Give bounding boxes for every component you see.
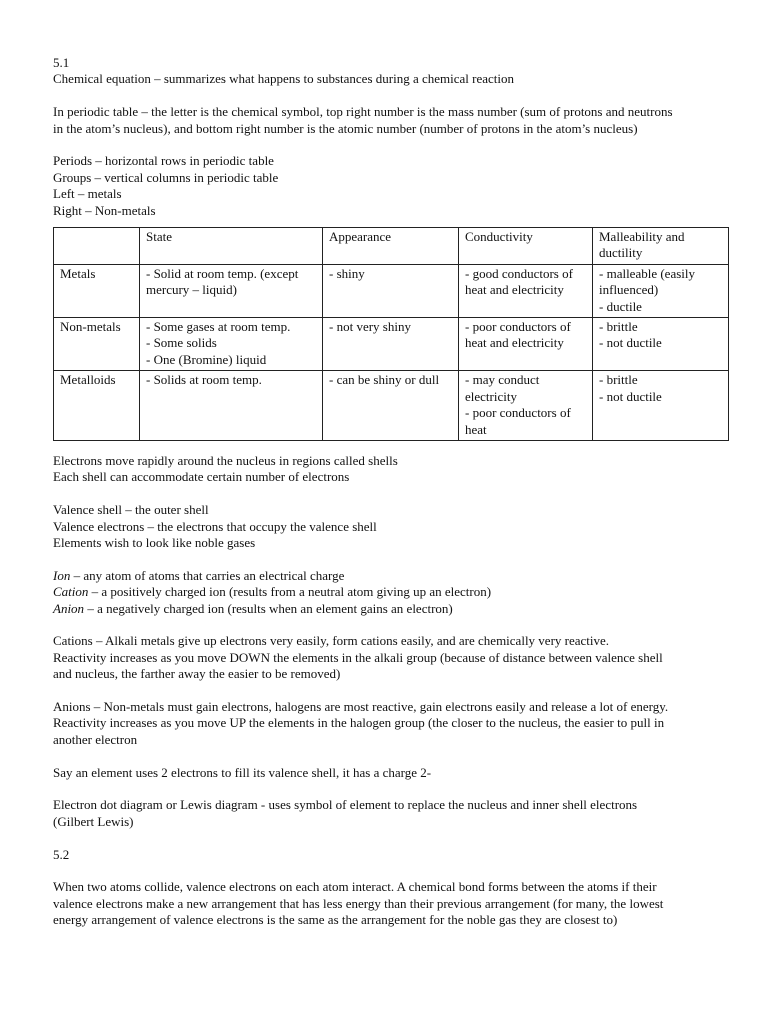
cell-text: Appearance [329, 229, 392, 245]
table-cell [140, 371, 323, 441]
cell-text: - not very shiny [329, 319, 411, 335]
table-cell [323, 318, 459, 371]
definition-left: Left – metals [53, 186, 122, 202]
anions-paragraph [53, 699, 718, 748]
paragraph-line: another electron [53, 731, 138, 747]
document-body [53, 55, 718, 929]
cell-text: heat and electricity [465, 335, 564, 351]
cell-text: - poor conductors of [465, 319, 571, 335]
cell-text: Malleability and [599, 229, 685, 245]
cell-text: - not ductile [599, 388, 662, 404]
cell-text: - malleable (easily [599, 265, 696, 281]
cation-description: – a positively charged ion (results from a neutral atom giving up an electron) [88, 584, 492, 600]
ion-term: Ion [53, 567, 71, 583]
shells-paragraph [53, 453, 718, 486]
table-cell [140, 264, 323, 317]
paragraph-line: Anions – Non-metals must gain electrons, halogens are most reactive, gain electrons easily and release a lot of energy. [53, 698, 669, 714]
paragraph-line: energy arrangement of valence electrons is the same as the arrangement for the noble gas they are closest to) [53, 912, 618, 928]
column-header [323, 228, 459, 265]
periodic-definitions [53, 153, 718, 219]
paragraph-line: Electrons move rapidly around the nucleus in regions called shells [53, 452, 398, 468]
cation-definition [53, 584, 718, 600]
column-header [140, 228, 323, 265]
section-heading-5-1: 5.1 [53, 55, 70, 70]
table-row [54, 318, 729, 371]
cation-term: Cation [53, 584, 89, 600]
cell-text: - poor conductors of [465, 405, 571, 421]
column-header [459, 228, 593, 265]
anion-term: Anion [53, 600, 85, 616]
ion-definitions [53, 568, 718, 617]
charge-statement: Say an element uses 2 electrons to fill its valence shell, it has a charge 2- [53, 764, 432, 780]
cell-text: heat [465, 421, 487, 437]
paragraph-line: in the atom’s nucleus), and bottom right number is the atomic number (number of protons in the atom’s nucleus) [53, 120, 638, 136]
definition-right: Right – Non-metals [53, 202, 156, 218]
cell-text: influenced) [599, 282, 659, 298]
cell-text: Non-metals [60, 319, 121, 335]
column-header [593, 228, 729, 265]
cell-text: - may conduct [465, 372, 540, 388]
cell-text: Metals [60, 265, 96, 281]
table-row [54, 264, 729, 317]
column-header [54, 228, 140, 265]
paragraph-line: When two atoms collide, valence electrons on each atom interact. A chemical bond forms between the atoms if their [53, 879, 657, 895]
cell-text: - can be shiny or dull [329, 372, 440, 388]
paragraph-line: Electron dot diagram or Lewis diagram - uses symbol of element to replace the nucleus and inner shell electrons [53, 797, 638, 813]
cell-text: - shiny [329, 265, 365, 281]
paragraph-line: Reactivity increases as you move UP the elements in the halogen group (the closer to the nucleus, the easier to pull in [53, 715, 665, 731]
definition-periods: Periods – horizontal rows in periodic table [53, 153, 274, 169]
cell-text: - brittle [599, 372, 638, 388]
paragraph-line: Each shell can accommodate certain number of electrons [53, 469, 350, 485]
cell-text: - Some gases at room temp. [146, 319, 291, 335]
cell-text: mercury – liquid) [146, 282, 237, 298]
cell-text: Conductivity [465, 229, 533, 245]
ion-description: – any atom of atoms that carries an electrical charge [70, 567, 345, 583]
cell-text: - One (Bromine) liquid [146, 351, 267, 367]
cell-text: State [146, 229, 172, 245]
element-properties-table [53, 227, 729, 441]
cell-text: - Solid at room temp. (except [146, 265, 299, 281]
paragraph-line: Valence shell – the outer shell [53, 502, 209, 518]
paragraph-line: (Gilbert Lewis) [53, 813, 134, 829]
row-header-cell [54, 371, 140, 441]
table-cell [140, 318, 323, 371]
section-heading-5-2: 5.2 [53, 846, 70, 862]
row-header-cell [54, 264, 140, 317]
paragraph-line: Valence electrons – the electrons that occupy the valence shell [53, 518, 377, 534]
row-header-cell [54, 318, 140, 371]
definition-groups: Groups – vertical columns in periodic table [53, 169, 279, 185]
cations-paragraph [53, 633, 718, 682]
table-cell [323, 264, 459, 317]
table-cell [323, 371, 459, 441]
valence-paragraph [53, 502, 718, 551]
table-header-row [54, 228, 729, 265]
table-cell [459, 318, 593, 371]
anion-definition [53, 601, 718, 617]
paragraph-line: and nucleus, the farther away the easier to be removed) [53, 666, 341, 682]
paragraph-line: valence electrons make a new arrangement that has less energy than their previous arrangement (for many, the lowest [53, 895, 664, 911]
table-cell [593, 264, 729, 317]
cell-text: electricity [465, 388, 517, 404]
cell-text: - not ductile [599, 335, 662, 351]
cell-text: - Some solids [146, 335, 217, 351]
anion-description: – a negatively charged ion (results when an element gains an electron) [84, 600, 453, 616]
paragraph-line: In periodic table – the letter is the chemical symbol, top right number is the mass number (sum of protons and neutrons [53, 104, 673, 120]
chemical-equation-definition: Chemical equation – summarizes what happens to substances during a chemical reaction [53, 71, 514, 87]
cell-text: - Solids at room temp. [146, 372, 262, 388]
cell-text: ductility [599, 245, 643, 261]
paragraph-line: Cations – Alkali metals give up electrons very easily, form cations easily, and are chemically very reactive. [53, 633, 610, 649]
cell-text: - brittle [599, 319, 638, 335]
cell-text: heat and electricity [465, 282, 564, 298]
table-cell [593, 318, 729, 371]
chemical-bond-paragraph [53, 879, 718, 928]
cell-text: - ductile [599, 298, 642, 314]
paragraph-line: Elements wish to look like noble gases [53, 534, 256, 550]
periodic-table-paragraph [53, 104, 718, 137]
cell-text: - good conductors of [465, 265, 573, 281]
ion-definition [53, 568, 718, 584]
table-row [54, 371, 729, 441]
table-cell [593, 371, 729, 441]
table-cell [459, 264, 593, 317]
paragraph-line: Reactivity increases as you move DOWN the elements in the alkali group (because of distance between valence shell [53, 649, 663, 665]
cell-text: Metalloids [60, 372, 116, 388]
lewis-paragraph [53, 797, 718, 830]
table-cell [459, 371, 593, 441]
